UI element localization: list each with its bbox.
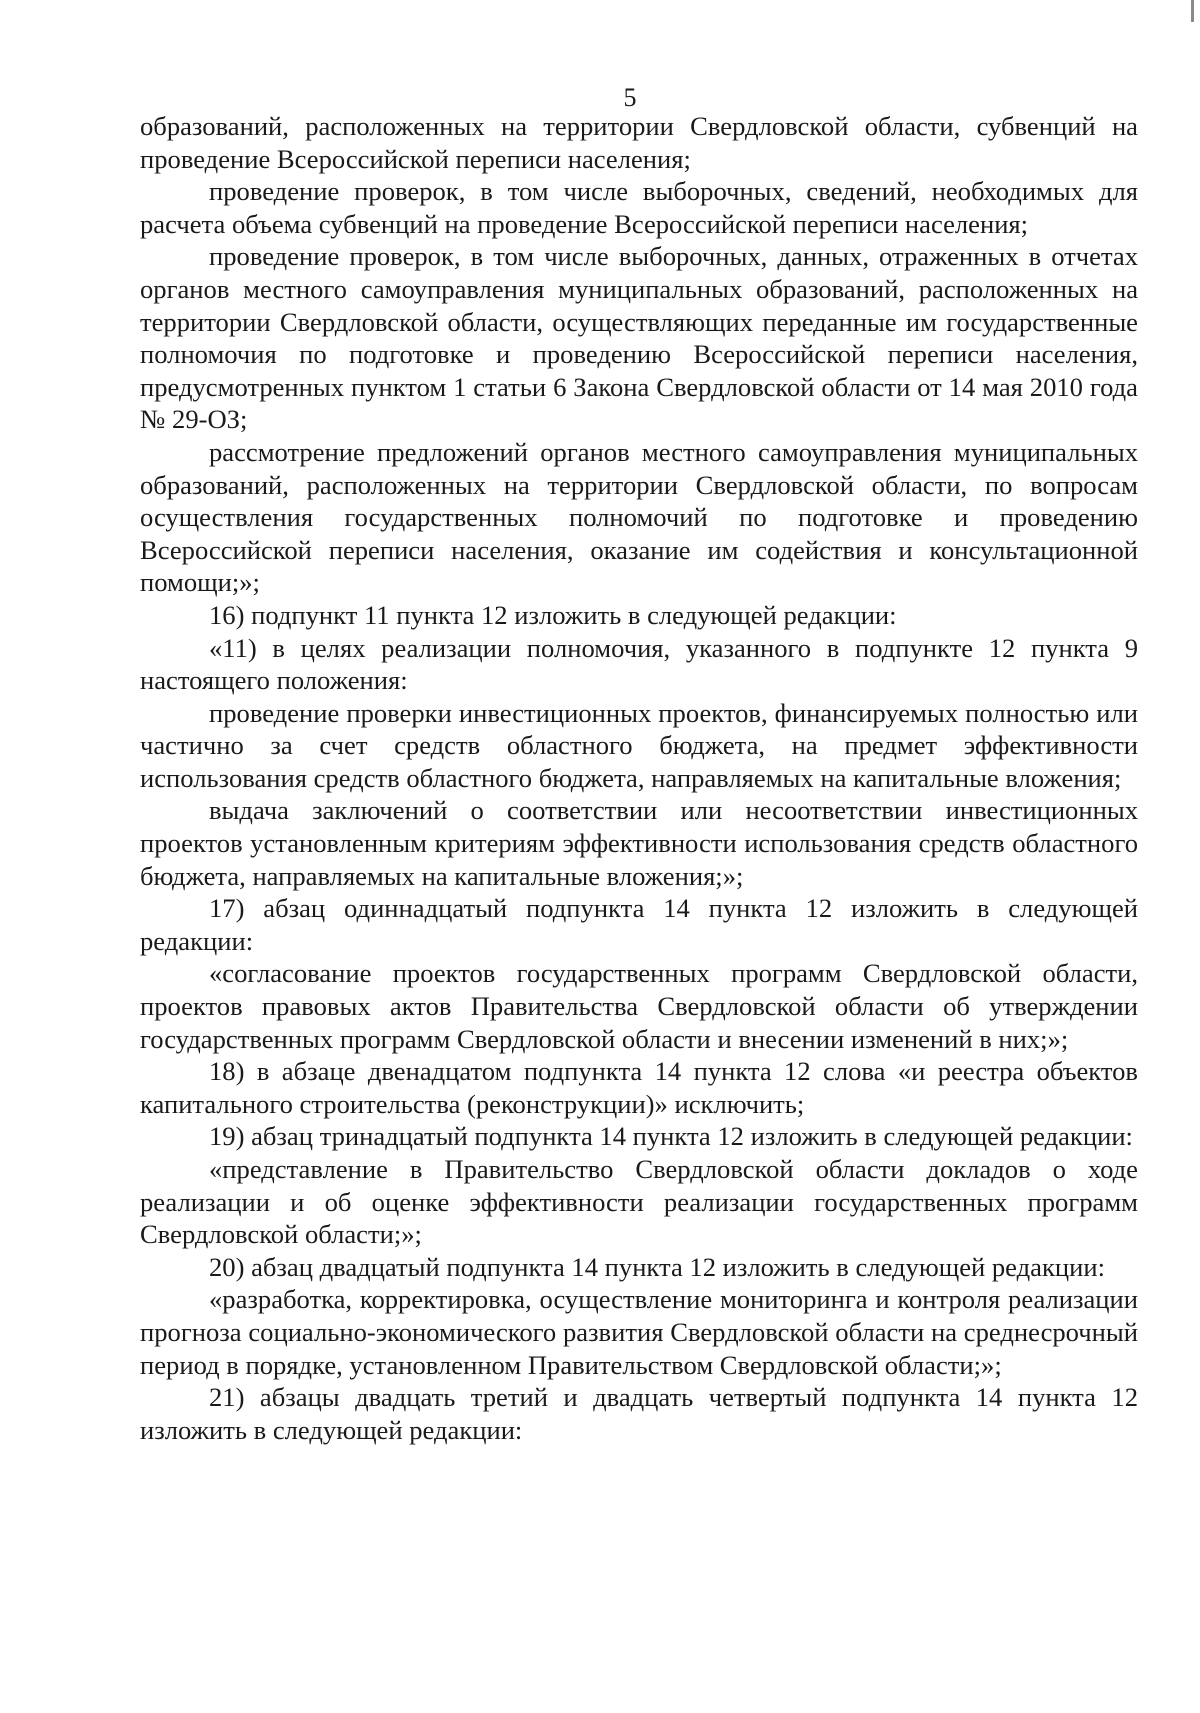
document-body [140, 110, 1138, 1446]
amendment-item-17: 17) абзац одиннадцатый подпункта 14 пункта 12 изложить в следующей редакции: [140, 893, 1138, 956]
paragraph-continuation: образований, расположенных на территории Свердловской области, субвенций на проведение Всероссийской переписи населения; [140, 111, 1138, 174]
paragraph: проведение проверок, в том числе выборочных, данных, отраженных в отчетах органов местного самоуправления муниципальных образований, расположенных на территории Свердловской области, осуществляющих переданные им государственные полномочия по подготовке и проведению Всероссийской переписи населения, предусмотренных пунктом 1 статьи 6 Закона Свердловской области от 14 мая 2010 года № 29-ОЗ; [140, 241, 1138, 435]
amendment-item-19: 19) абзац тринадцатый подпункта 14 пункта 12 изложить в следующей редакции: [209, 1121, 1133, 1152]
paragraph: «согласование проектов государственных программ Свердловской области, проектов правовых актов Правительства Свердловской области об утверждении государственных программ Свердловской области и внесении изменений в них;»; [140, 958, 1138, 1054]
amendment-item-20: 20) абзац двадцатый подпункта 14 пункта 12 изложить в следующей редакции: [209, 1251, 1105, 1282]
paragraph: проведение проверки инвестиционных проектов, финансируемых полностью или частично за счет средств областного бюджета, на предмет эффективности использования средств областного бюджета, направляемых на капитальные вложения; [140, 697, 1138, 793]
paragraph: «11) в целях реализации полномочия, указанного в подпункте 12 пункта 9 настоящего положения: [140, 632, 1138, 696]
scan-edge-mark [1191, 0, 1194, 22]
amendment-item-16: 16) подпункт 11 пункта 12 изложить в следующей редакции: [209, 599, 897, 630]
paragraph: выдача заключений о соответствии или несоответствии инвестиционных проектов установленным критериям эффективности использования средств областного бюджета, направляемых на капитальные вложения;»; [140, 795, 1138, 891]
paragraph: рассмотрение предложений органов местного самоуправления муниципальных образований, расположенных на территории Свердловской области, по вопросам осуществления государственных полномочий по подготовке и проведению Всероссийской переписи населения, оказание им содействия и консультационной помощи;»; [140, 436, 1138, 598]
amendment-item-18: 18) в абзаце двенадцатом подпункта 14 пункта 12 слова «и реестра объектов капитального строительства (реконструкции)» исключить; [140, 1056, 1138, 1119]
paragraph: проведение проверок, в том числе выборочных, сведений, необходимых для расчета объема субвенций на проведение Всероссийской переписи населения; [140, 176, 1138, 239]
amendment-item-21: 21) абзацы двадцать третий и двадцать четвертый подпункта 14 пункта 12 изложить в следующей редакции: [140, 1382, 1138, 1445]
page-number: 5 [623, 83, 637, 112]
paragraph: «представление в Правительство Свердловской области докладов о ходе реализации и об оценке эффективности реализации государственных программ Свердловской области;»; [140, 1154, 1138, 1250]
paragraph: «разработка, корректировка, осуществление мониторинга и контроля реализации прогноза социально-экономического развития Свердловской области на среднесрочный период в порядке, установленном Правительством Свердловской области;»; [140, 1284, 1138, 1380]
